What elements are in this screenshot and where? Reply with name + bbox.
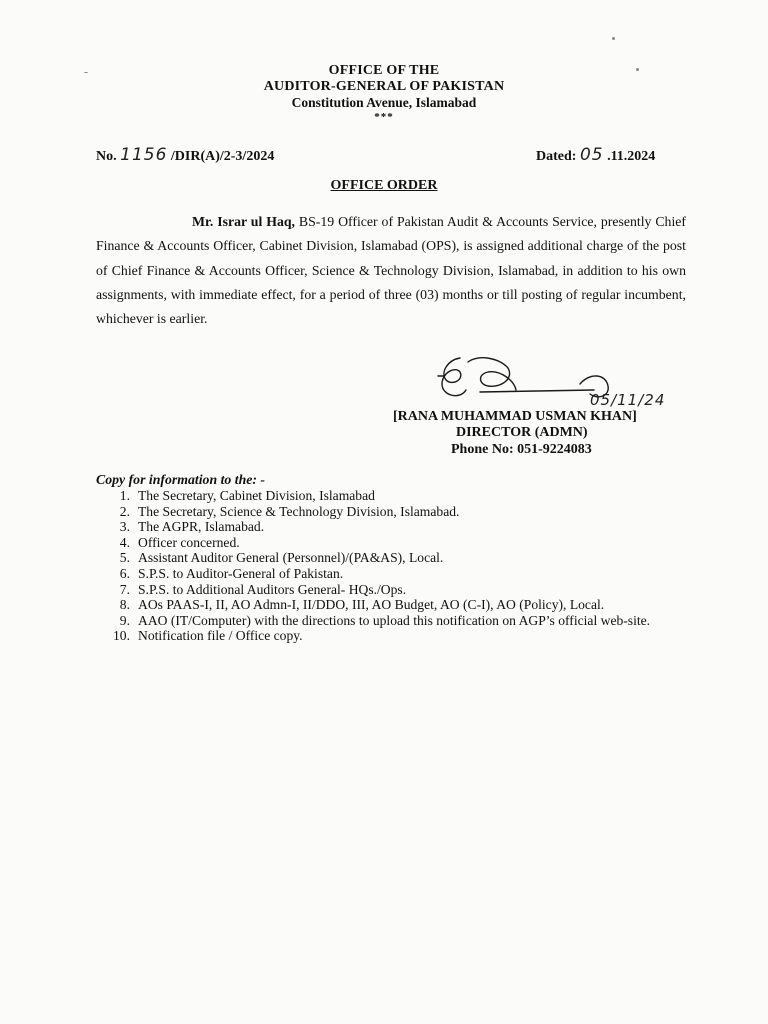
order-body-text: BS-19 Officer of Pakistan Audit & Accounts Service, presently Chief Finance & Accounts Officer, Cabinet Division, Islamabad (OPS), is assigned additional charge of the post of Chief Finance & Accounts Officer, Science & Technology Division, Islamabad, in addition to his own assignments, with immediate effect, for a period of three (03) months or till posting of regular incumbent, whichever is earlier. [96,214,686,327]
reference-number [96,145,274,165]
order-body [96,210,686,331]
signer-phone: Phone No: 051-9224083 [451,442,592,457]
copy-heading: Copy for information to the: - [96,472,266,487]
header-stars: *** [374,111,394,123]
list-item: 8. AOs PAAS-I, II, AO Admn-I, II/DDO, III, AO Budget, AO (C-I), AO (Policy), Local. [119,597,605,613]
list-item: 2. The Secretary, Science & Technology Division, Islamabad. [119,503,460,519]
list-item: 4. Officer concerned. [119,534,240,550]
signer-designation: DIRECTOR (ADMN) [456,425,588,440]
organization-name: AUDITOR-GENERAL OF PAKISTAN [263,79,505,94]
list-item: 5. Assistant Auditor General (Personnel)/(PA&AS), Local. [119,550,444,566]
list-item: 10. Notification file / Office copy. [113,628,303,644]
date-handwritten-day: 05 [579,145,604,165]
date-label: Dated: [536,149,577,164]
scan-speck [612,37,615,40]
reference-prefix: No. [96,149,117,164]
officer-name: Mr. Israr ul Haq, [192,214,295,229]
office-heading: OFFICE OF THE [328,63,440,78]
signer-name: [RANA MUHAMMAD USMAN KHAN] [393,409,637,424]
signature-handwritten-date: 05/11/24 [590,391,666,409]
reference-handwritten-number: 1156 [120,145,168,165]
copy-list [100,488,700,644]
list-item: 6. S.P.S. to Auditor-General of Pakistan. [119,565,344,581]
list-item: 3. The AGPR, Islamabad. [119,519,265,535]
office-address: Constitution Avenue, Islamabad [291,95,477,110]
reference-suffix: /DIR(A)/2-3/2024 [170,149,275,164]
list-item: 7. S.P.S. to Additional Auditors General- HQs./Ops. [119,581,407,597]
order-title: OFFICE ORDER [330,178,438,193]
list-item: 1. The Secretary, Cabinet Division, Islamabad [119,488,375,503]
list-item: 9. AAO (IT/Computer) with the directions to upload this notification on AGP’s official web-site. [119,612,651,628]
order-date [536,145,655,165]
date-rest: .11.2024 [607,149,656,164]
